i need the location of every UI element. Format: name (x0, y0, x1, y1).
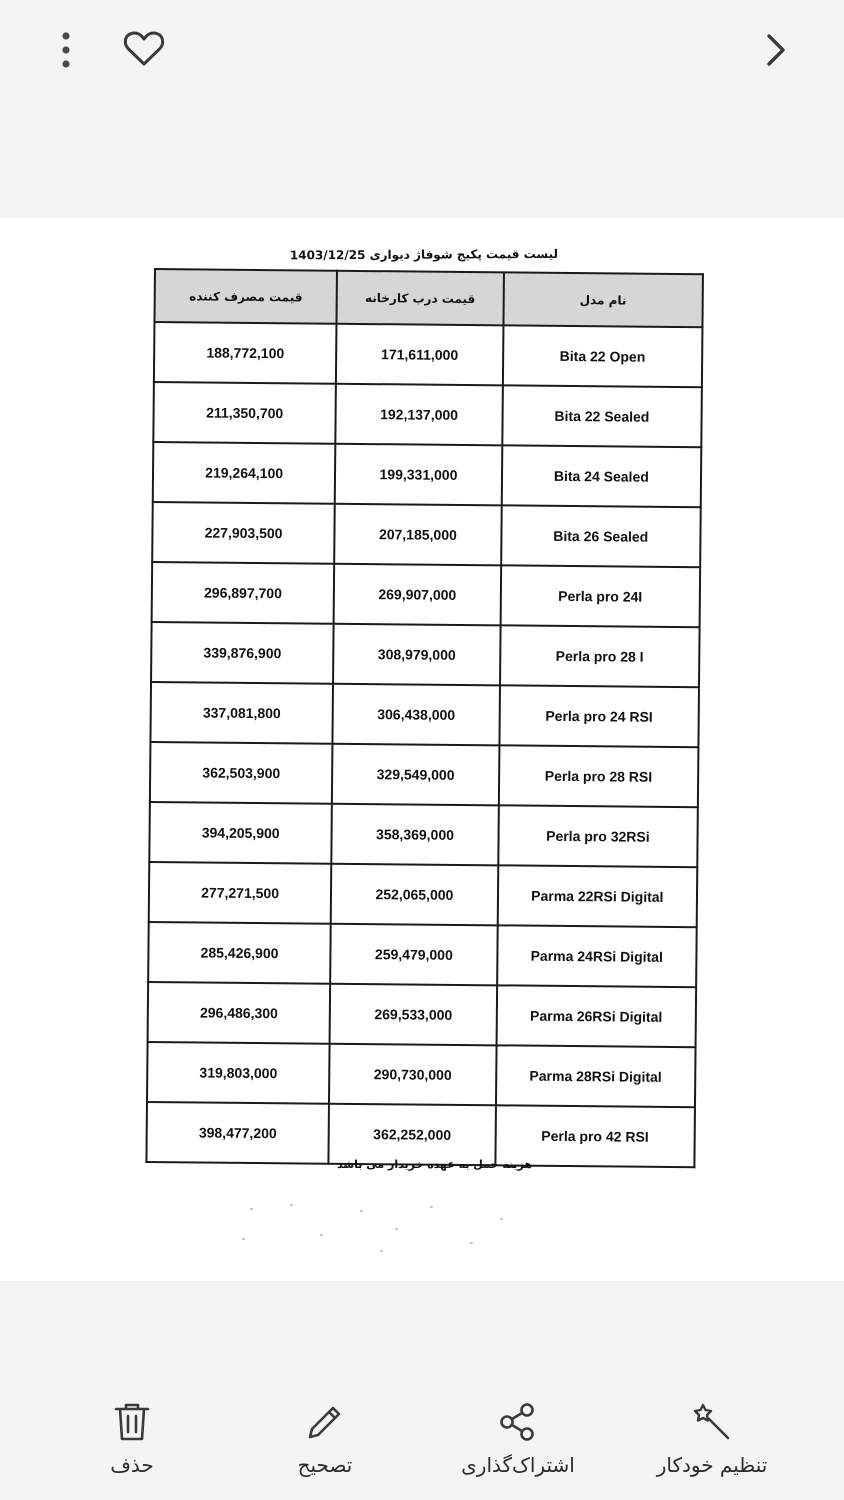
header-model: نام مدل (503, 272, 703, 327)
consumer-price-cell: 211,350,700 (153, 382, 336, 444)
model-cell: Bita 22 Open (503, 325, 703, 387)
model-cell: Parma 28RSi Digital (496, 1045, 696, 1107)
scan-noise (230, 1198, 530, 1258)
consumer-price-cell: 285,426,900 (148, 922, 331, 984)
table-row (150, 742, 699, 807)
consumer-price-cell: 219,264,100 (153, 442, 336, 504)
table-row (151, 622, 700, 687)
table-row (148, 922, 697, 987)
table-row (152, 562, 701, 627)
price-table (145, 268, 704, 1168)
factory-price-cell: 329,549,000 (332, 744, 499, 806)
table-row (147, 1042, 696, 1107)
factory-price-cell: 259,479,000 (330, 924, 497, 986)
table-row (149, 862, 698, 927)
model-cell: Perla pro 24 RSI (499, 685, 699, 747)
document-image[interactable] (0, 218, 844, 1281)
share-icon (497, 1401, 539, 1443)
table-header-row (154, 269, 702, 327)
table-row (152, 502, 701, 567)
factory-price-cell: 362,252,000 (329, 1104, 496, 1166)
bottom-action-bar (0, 1281, 844, 1500)
heart-icon (123, 30, 165, 68)
share-label: اشتراک‌گذاری (461, 1453, 575, 1477)
header-consumer-price: قیمت مصرف کننده (154, 269, 337, 324)
factory-price-cell: 207,185,000 (334, 504, 501, 566)
delete-button[interactable] (92, 1401, 172, 1477)
consumer-price-cell: 398,477,200 (146, 1102, 329, 1164)
model-cell: Perla pro 24I (500, 565, 700, 627)
table-row (148, 982, 697, 1047)
trash-icon (112, 1401, 152, 1443)
table-row (154, 322, 703, 387)
model-cell: Perla pro 28 I (500, 625, 700, 687)
header-factory-price: قیمت درب کارخانه (337, 271, 504, 326)
document-footer-note: هزینه حمل به عهده خریدار می باشد (336, 1158, 532, 1171)
model-cell: Bita 24 Sealed (501, 445, 701, 507)
consumer-price-cell: 362,503,900 (150, 742, 333, 804)
share-button[interactable] (448, 1401, 588, 1477)
factory-price-cell: 308,979,000 (333, 624, 500, 686)
magic-wand-icon (690, 1401, 734, 1443)
consumer-price-cell: 296,897,700 (152, 562, 335, 624)
factory-price-cell: 252,065,000 (331, 864, 498, 926)
document-title: لیست قیمت پکیج شوفاژ دیواری 1403/12/25 (289, 246, 559, 263)
edit-label: تصحیح (297, 1453, 353, 1477)
table-row (150, 682, 699, 747)
factory-price-cell: 269,907,000 (334, 564, 501, 626)
edit-button[interactable] (270, 1401, 380, 1477)
table-row (153, 382, 702, 447)
model-cell: Parma 24RSi Digital (497, 925, 697, 987)
model-cell: Bita 26 Sealed (501, 505, 701, 567)
factory-price-cell: 290,730,000 (329, 1044, 496, 1106)
delete-label: حذف (110, 1453, 154, 1477)
more-options-button[interactable] (44, 26, 88, 70)
model-cell: Perla pro 32RSi (498, 805, 698, 867)
consumer-price-cell: 188,772,100 (154, 322, 337, 384)
model-cell: Parma 26RSi Digital (496, 985, 696, 1047)
table-row (149, 802, 698, 867)
factory-price-cell: 171,611,000 (336, 324, 503, 386)
pencil-icon (304, 1401, 346, 1443)
consumer-price-cell: 277,271,500 (149, 862, 332, 924)
consumer-price-cell: 227,903,500 (152, 502, 335, 564)
model-cell: Bita 22 Sealed (502, 385, 702, 447)
consumer-price-cell: 296,486,300 (148, 982, 331, 1044)
top-toolbar (0, 0, 844, 218)
model-cell: Parma 22RSi Digital (497, 865, 697, 927)
consumer-price-cell: 319,803,000 (147, 1042, 330, 1104)
factory-price-cell: 269,533,000 (330, 984, 497, 1046)
auto-adjust-button[interactable] (642, 1401, 782, 1477)
model-cell: Perla pro 28 RSI (499, 745, 699, 807)
factory-price-cell: 358,369,000 (332, 804, 499, 866)
factory-price-cell: 199,331,000 (335, 444, 502, 506)
favorite-button[interactable] (120, 25, 168, 73)
factory-price-cell: 306,438,000 (333, 684, 500, 746)
consumer-price-cell: 337,081,800 (150, 682, 333, 744)
consumer-price-cell: 339,876,900 (151, 622, 334, 684)
auto-adjust-label: تنظیم خودکار (656, 1453, 768, 1477)
factory-price-cell: 192,137,000 (336, 384, 503, 446)
model-cell: Perla pro 42 RSI (495, 1105, 695, 1167)
next-button[interactable] (752, 26, 800, 74)
more-vertical-icon (60, 28, 72, 68)
chevron-right-icon (764, 32, 788, 68)
consumer-price-cell: 394,205,900 (149, 802, 332, 864)
table-row (153, 442, 702, 507)
